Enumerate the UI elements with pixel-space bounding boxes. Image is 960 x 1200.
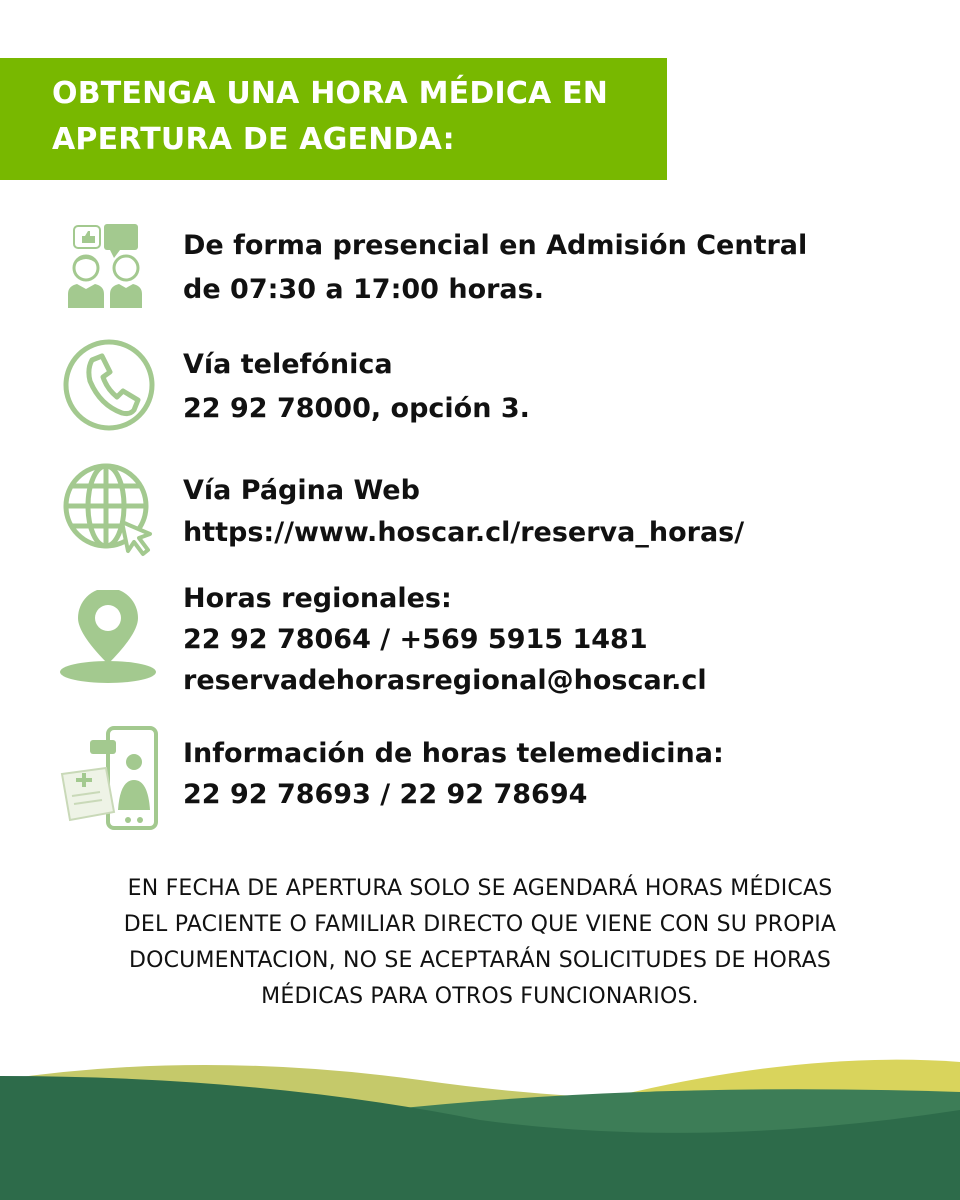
regional-phones: 22 92 78064 / +569 5915 1481 xyxy=(183,624,648,655)
telemedicine-phones: 22 92 78693 / 22 92 78694 xyxy=(183,779,588,810)
notice-line2: DEL PACIENTE O FAMILIAR DIRECTO QUE VIENE CON SU PROPIA xyxy=(123,912,837,937)
globe-cursor-icon xyxy=(62,462,154,558)
web-url[interactable]: https://www.hoscar.cl/reserva_horas/ xyxy=(183,517,745,548)
banner-title-line1: OBTENGA UNA HORA MÉDICA EN xyxy=(52,76,609,111)
notice-line4: MÉDICAS PARA OTROS FUNCIONARIOS. xyxy=(261,984,699,1009)
inperson-title: De forma presencial en Admisión Central xyxy=(183,230,808,261)
banner-title-line2: APERTURA DE AGENDA: xyxy=(52,122,455,157)
inperson-hours: de 07:30 a 17:00 horas. xyxy=(183,274,544,305)
telemedicine-title: Información de horas telemedicina: xyxy=(183,738,724,769)
regional-title: Horas regionales: xyxy=(183,583,452,614)
phone-icon xyxy=(62,338,156,432)
people-chat-icon xyxy=(66,222,152,310)
location-pin-icon xyxy=(58,590,158,686)
phone-number: 22 92 78000, opción 3. xyxy=(183,393,530,424)
footer-waves xyxy=(0,1040,960,1200)
web-title: Vía Página Web xyxy=(183,475,420,506)
phone-title: Vía telefónica xyxy=(183,349,393,380)
notice-line1: EN FECHA DE APERTURA SOLO SE AGENDARÁ HORAS MÉDICAS xyxy=(127,876,833,901)
notice-line3: DOCUMENTACION, NO SE ACEPTARÁN SOLICITUDES DE HORAS xyxy=(128,948,832,973)
telemedicine-icon xyxy=(56,726,160,832)
regional-email[interactable]: reservadehorasregional@hoscar.cl xyxy=(183,665,707,696)
